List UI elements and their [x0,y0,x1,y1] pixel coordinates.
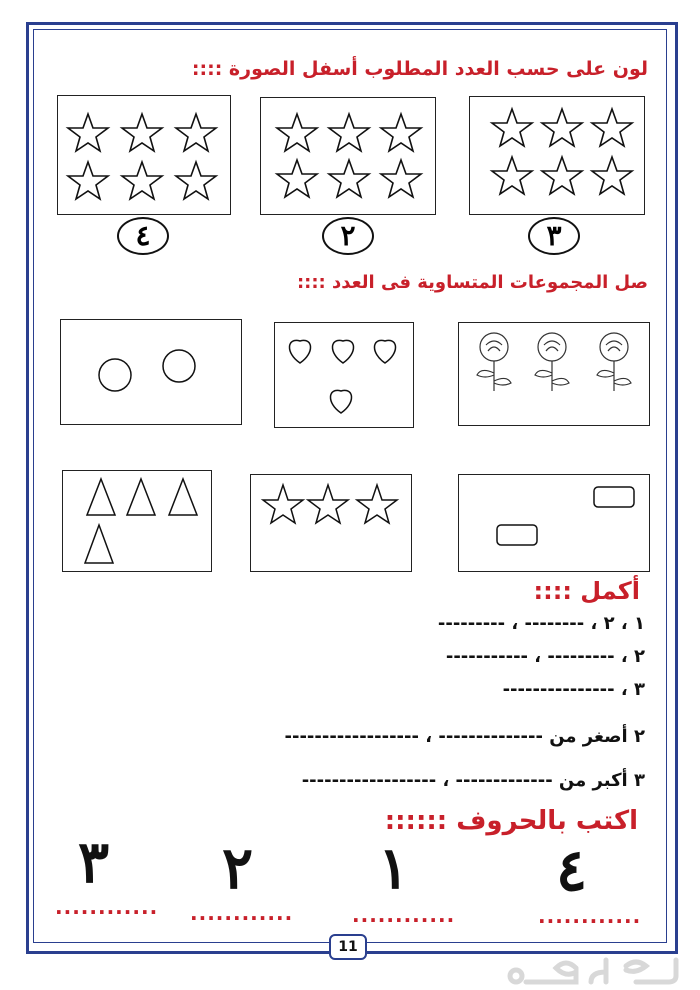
triangle-icon [85,525,113,563]
star-icon [542,109,582,146]
fill-line-1[interactable]: ١ ، ٢ ، -------- ، --------- [437,613,645,634]
rose-icon [535,333,569,391]
star-icon [68,162,108,199]
star-icon [592,109,632,146]
count-label-middle: ٢ [322,217,374,255]
stars-box-middle[interactable] [260,97,436,215]
stars-group-middle [261,98,435,214]
heart-icon [374,340,395,363]
number-two: ٢ [222,834,254,902]
stars-group-right [470,97,644,214]
section2-title: صل المجموعات المتساوية فى العدد :::: [296,272,648,293]
star-icon [542,157,582,194]
star-icon [176,162,216,199]
heart-icon [289,340,310,363]
answer-dots-1[interactable]: ............ [55,895,159,919]
rectangle-icon [497,525,537,545]
group-stars-small[interactable] [250,474,412,572]
fill-line-5[interactable]: ٣ أكبر من ------------- ، ------------------ [301,770,645,791]
star-icon [329,114,369,151]
fill-line-4[interactable]: ٢ أصغر من -------------- ، ------------------ [284,726,645,747]
star-icon [381,114,421,151]
rose-icon [597,333,631,391]
triangle-icon [127,479,155,515]
star-icon [277,160,317,197]
group-hearts[interactable] [274,322,414,428]
number-one: ١ [378,834,410,902]
number-four: ٤ [556,836,588,904]
heart-icon [330,390,351,413]
circle-icon [163,350,195,382]
fill-line-3[interactable]: ٣ ، --------------- [502,679,645,700]
group-rectangles[interactable] [458,474,650,572]
section4-title: اكتب بالحروف :::::: [384,806,638,836]
triangle-icon [87,479,115,515]
group-circles[interactable] [60,319,242,425]
count-label-right: ٣ [528,217,580,255]
star-icon [381,160,421,197]
answer-dots-4[interactable]: ............ [538,904,642,928]
answer-dots-3[interactable]: ............ [352,903,456,927]
star-icon [329,160,369,197]
star-icon [122,114,162,151]
stars-box-left[interactable] [57,95,231,215]
stars-group-left [58,96,230,214]
answer-dots-2[interactable]: ............ [190,901,294,925]
rectangle-icon [594,487,634,507]
rose-icon [477,333,511,391]
star-icon [308,485,348,523]
star-icon [68,114,108,151]
stars-box-right[interactable] [469,96,645,215]
number-three: ٣ [78,828,110,896]
circle-icon [99,359,131,391]
star-icon [277,114,317,151]
fill-line-2[interactable]: ٢ ، --------- ، ----------- [445,646,645,667]
section1-title: لون على حسب العدد المطلوب أسفل الصورة :::: [191,58,648,80]
star-icon [492,109,532,146]
star-icon [592,157,632,194]
watermark-logo [486,948,686,988]
star-icon [122,162,162,199]
star-icon [492,157,532,194]
page-number: 11 [329,934,367,960]
count-label-left: ٤ [117,217,169,255]
section3-title: أكمل :::: [533,577,640,605]
star-icon [176,114,216,151]
star-icon [263,485,303,523]
star-icon [357,485,397,523]
group-roses[interactable] [458,322,650,426]
group-triangles[interactable] [62,470,212,572]
heart-icon [332,340,353,363]
triangle-icon [169,479,197,515]
